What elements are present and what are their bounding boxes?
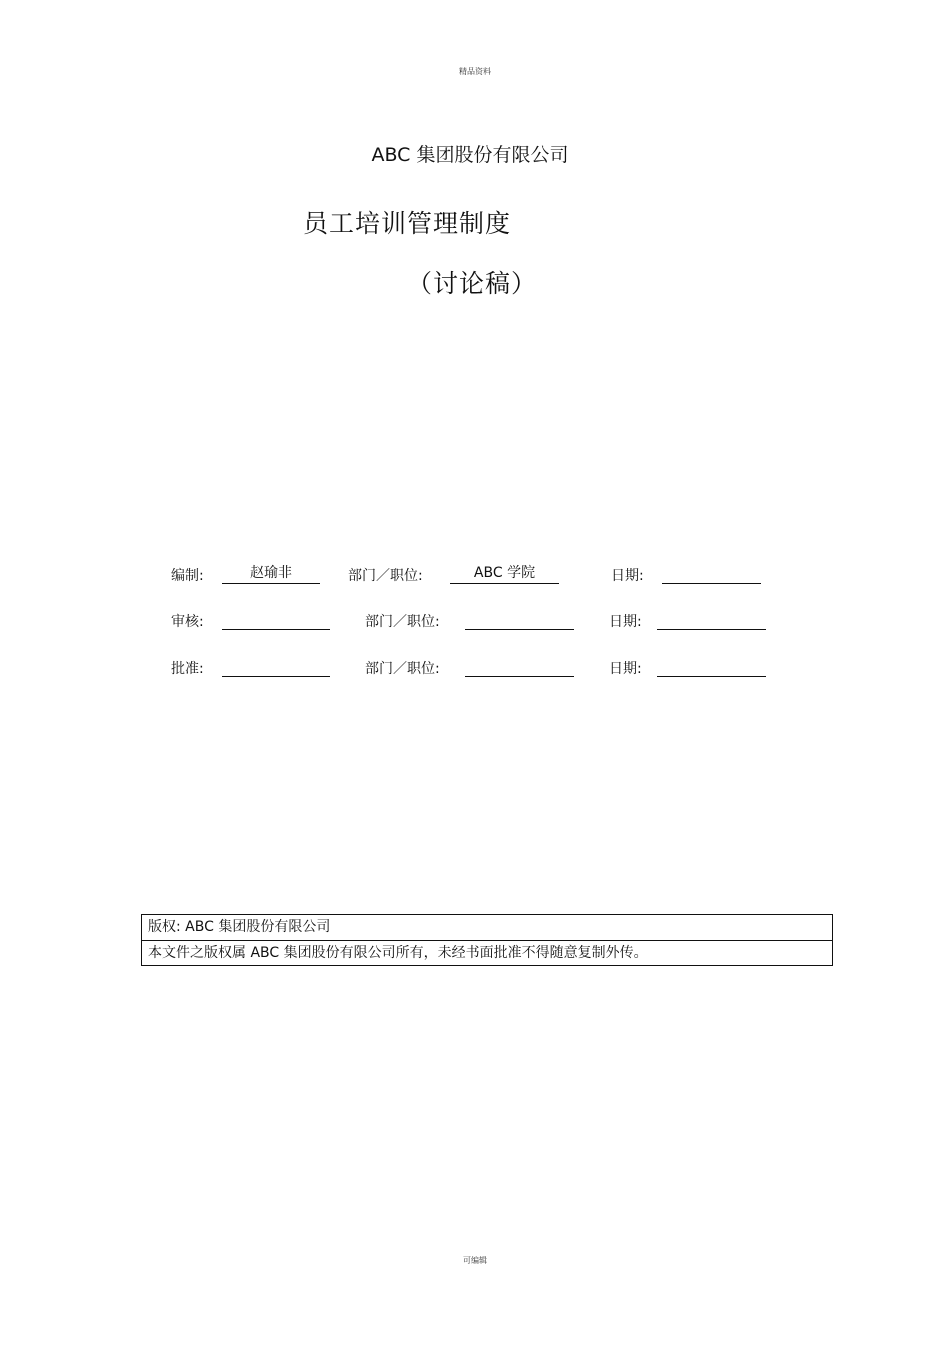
prepared-date-field[interactable] (662, 564, 761, 584)
reviewed-label: 审核: (171, 614, 204, 630)
copyright-box (141, 914, 833, 966)
reviewed-date-label: 日期: (609, 614, 642, 630)
prepared-name-field[interactable]: 赵瑜非 (222, 564, 320, 584)
document-subtitle: （讨论稿） (407, 269, 538, 298)
approved-dept-field[interactable] (465, 657, 574, 677)
footer-note: 可编辑 (463, 1256, 487, 1265)
approved-date-label: 日期: (609, 661, 642, 677)
copyright-statement: 本文件之版权属 ABC 集团股份有限公司所有，未经书面批准不得随意复制外传。 (148, 945, 648, 961)
prepared-date-label: 日期: (611, 568, 644, 584)
reviewed-name-field[interactable] (222, 610, 330, 630)
prepared-dept-label: 部门／职位: (348, 568, 423, 584)
reviewed-dept-field[interactable] (465, 610, 574, 630)
document-title: 员工培训管理制度 (303, 209, 512, 238)
header-note: 精品资料 (459, 67, 491, 76)
prepared-dept-field[interactable]: ABC 学院 (450, 564, 559, 584)
approved-date-field[interactable] (657, 657, 766, 677)
approved-dept-label: 部门／职位: (365, 661, 440, 677)
prepared-label: 编制: (171, 568, 204, 584)
reviewed-date-field[interactable] (657, 610, 766, 630)
company-name: ABC 集团股份有限公司 (371, 144, 569, 166)
copyright-owner: 版权: ABC 集团股份有限公司 (142, 915, 832, 941)
reviewed-dept-label: 部门／职位: (365, 614, 440, 630)
approved-label: 批准: (171, 661, 204, 677)
approved-name-field[interactable] (222, 657, 330, 677)
